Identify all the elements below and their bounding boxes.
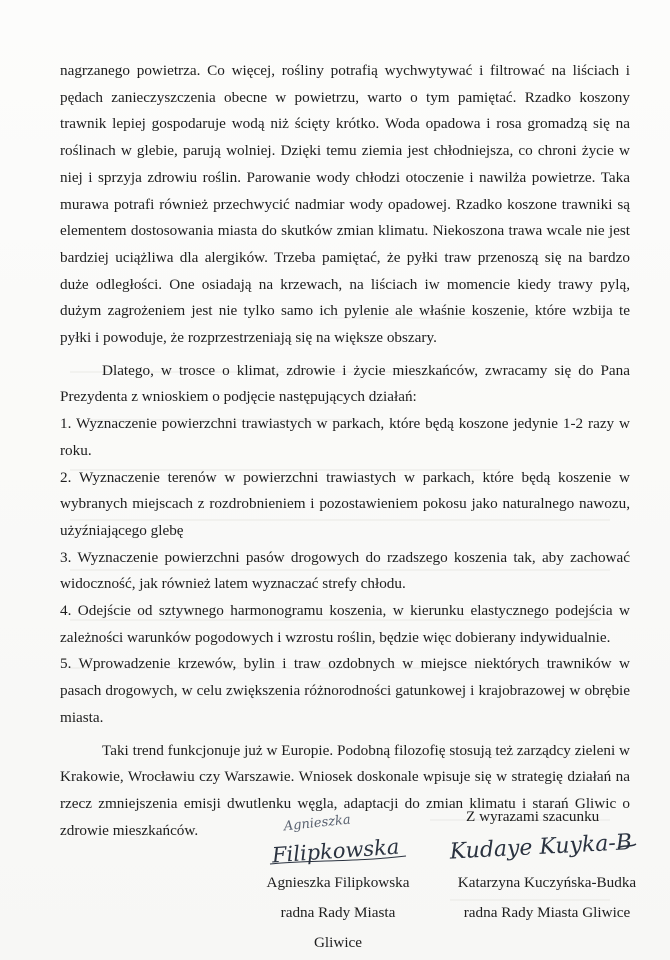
paragraph-1-line: jest bardziej uciążliwa dla alergików. Trzeba pamiętać, że pyłki traw przenoszą się na bardzo (60, 222, 630, 266)
signature-katarzyna-kuczynska-budka (448, 824, 638, 870)
svg-text:Kudaye Kuyka-B: Kudaye Kuyka-B (449, 830, 633, 865)
signatory-role: radna Rady Miasta Gliwice (463, 904, 631, 921)
letter-body (60, 58, 630, 844)
paragraph-2: Dlatego, w trosce o klimat, zdrowie i życie mieszkańców, zwracamy się do Pana Prezydenta z wnioskiem o podjęcie następujących działań: (60, 361, 630, 406)
signature-agnieszka-filipkowska (266, 808, 416, 870)
paragraph-1-line: i powoduje, że rozprzestrzeniają się na większe obszary. (95, 329, 437, 347)
signatory-right (452, 868, 642, 928)
list-item-5: 5. Wprowadzenie krzewów, bylin i traw ozdobnych w miejsce niektórych trawników w pasach drogowych, w celu zwiększenia różnorodności gatunkowej i krajobrazowej w obrębie miasta. (60, 655, 630, 726)
paragraph-1-line: nagrzanego powietrza. Co więcej, rośliny potrafią wychwytywać i filtrować na liściach (60, 62, 626, 79)
paragraph-3: Taki trend funkcjonuje już w Europie. Podobną filozofię stosują też zarządcy zieleni w Krakowie, Wrocławiu czy Warszawie. Wniosek doskonale wpisuje się w strategię działań na rzecz zmniejszenia emisji dwutlenku węgla, adaptacji do zmian klimatu i starań Gliwic o zdrowie mieszkańców. (60, 741, 630, 839)
signatory-name: Katarzyna Kuczyńska-Budka (457, 874, 637, 891)
svg-text:Agnieszka: Agnieszka (283, 812, 352, 835)
signatory-name: Agnieszka Filipkowska (266, 874, 410, 891)
list-item-3: 3. Wyznaczenie powierzchni pasów drogowych do rzadszego koszenia tak, aby zachować widoczność, jak również latem wyznaczać strefy chłodu. (60, 548, 630, 593)
list-item-1: 1. Wyznaczenie powierzchni trawiastych w parkach, które będą koszone jedynie 1-2 razy w roku. (60, 415, 630, 459)
paragraph-1-line: roślinach w glebie, parują wolniej. Dzięki temu ziemia jest chłodniejsza, co chroni życie w (60, 142, 630, 160)
paragraph-1-line: murawa potrafi również przechwycić nadmiar wody opadowej. Rzadko koszone trawniki (60, 195, 618, 213)
list-item-2: 2. Wyznaczenie terenów w powierzchni trawiastych w parkach, które będą koszenie w wybranych miejscach z rozdrobnieniem i pozostawieniem pokosu jako naturalnego nawozu, użyźniającego glebę (60, 468, 630, 539)
paragraph-1-line: niej i sprzyja zdrowiu roślin. Parowanie wody chłodzi otoczenie i nawilża powietrze. Taka (60, 168, 630, 186)
paragraph-1-line: są elementem dostosowania miasta do skutków zmian klimatu. Niekoszona trawa wcale nie (60, 195, 630, 240)
signatory-role: radna Rady Miasta Gliwice (280, 904, 396, 951)
paragraph-1-line: duże odległości. One osiadają na krzewach, na liściach iw momencie kiedy trawy pylą, (60, 275, 630, 293)
svg-text:Filipkowska: Filipkowska (271, 834, 401, 868)
paragraph-1-line: dużym zagrożeniem jest nie tylko samo ich pylenie ale właśnie koszenie, które wzbija te pyłki (60, 302, 630, 347)
paragraph-1-line: trawnik lepiej gospodaruje wodą niż ścięty krótko. Woda opadowa i rosa gromadzą się na (60, 115, 630, 133)
list-item-4: 4. Odejście od sztywnego harmonogramu koszenia, w kierunku elastycznego podejścia w zależności warunków pogodowych i wzrostu roślin, będzie więc dobierany indywidualnie. (60, 602, 630, 646)
closing-phrase: Z wyrazami szacunku (466, 808, 600, 825)
paragraph-1-line: i pędach zanieczyszczenia obecne w powietrzu, warto o tym pamiętać. Rzadko koszony (60, 62, 630, 106)
paragraph-1 (60, 58, 630, 352)
signatory-left (258, 868, 418, 958)
